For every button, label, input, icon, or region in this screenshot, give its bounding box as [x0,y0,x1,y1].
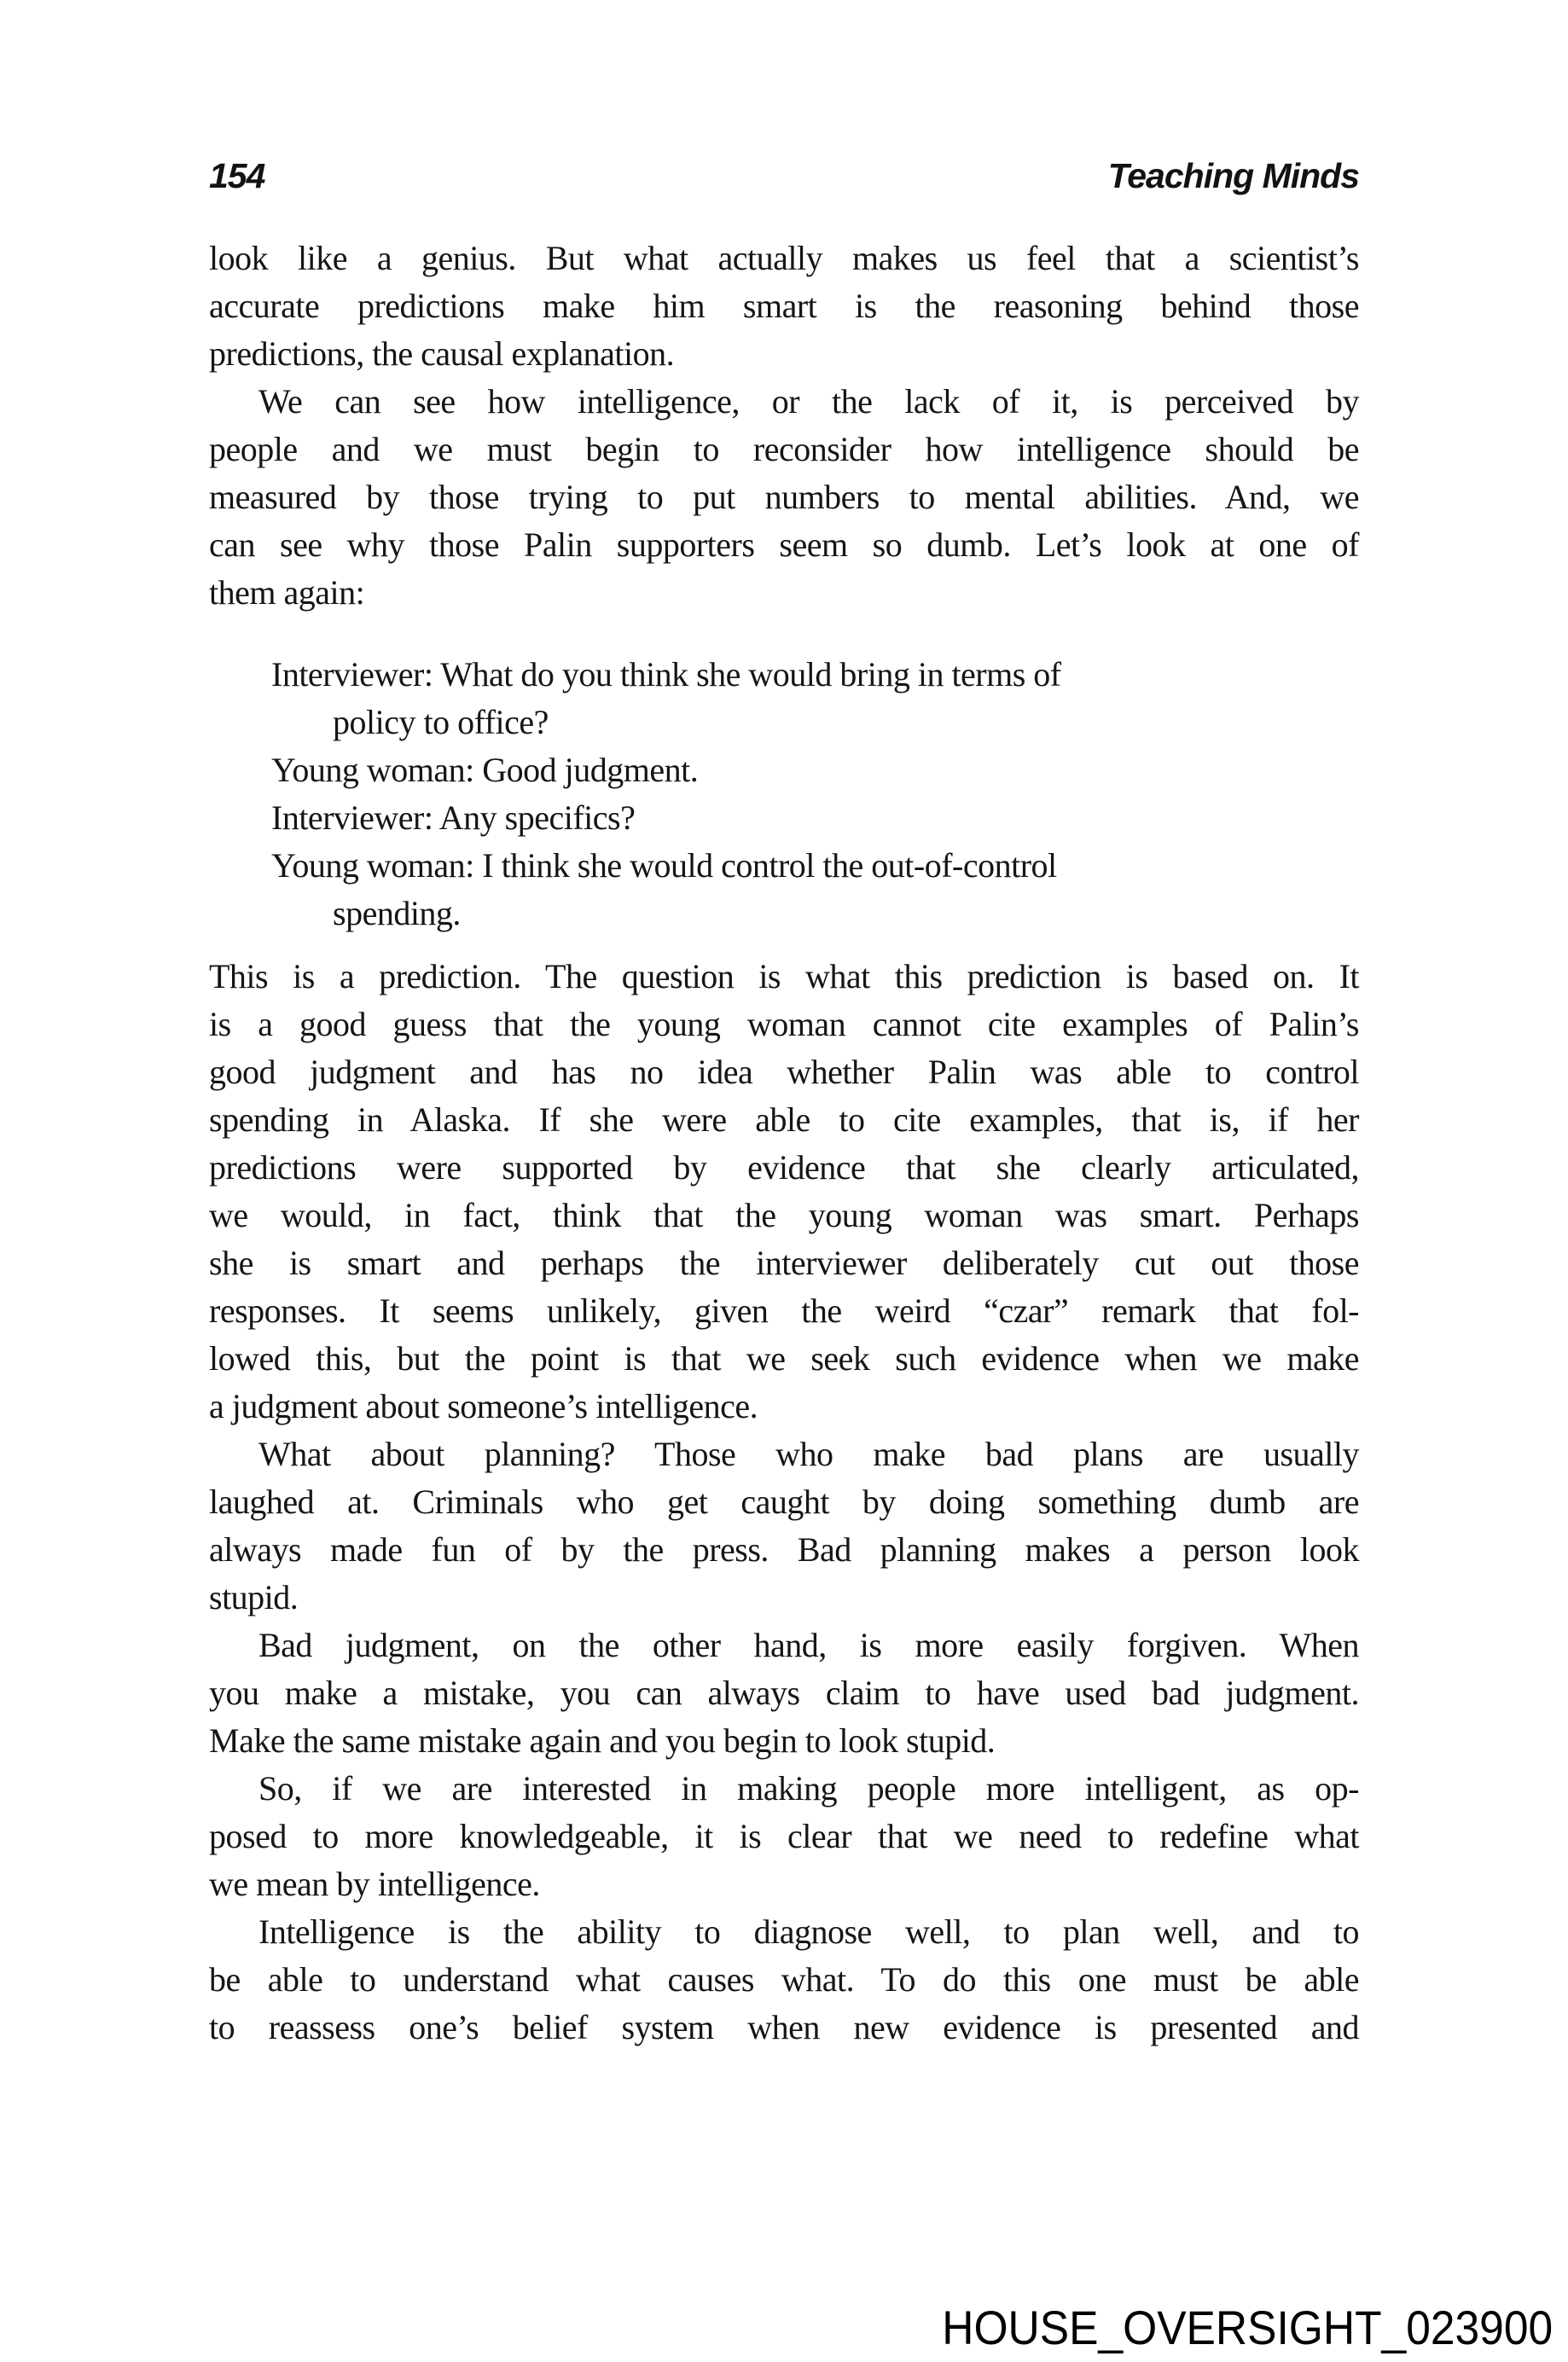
text-line: we would, in fact, think that the young woman was smart. Perhaps [209,1196,1359,1234]
text-line: We can see how intelligence, or the lack of it, is perceived by [258,382,1359,421]
quote-line: Young woman: I think she would control the out-of-control [271,846,1057,885]
bates-stamp: HOUSE_OVERSIGHT_023900 [942,2301,1553,2354]
text-line: posed to more knowledgeable, it is clear that we need to redefine what [209,1817,1359,1855]
paragraph [209,1908,1359,2052]
text-line: lowed this, but the point is that we seek such evidence when we make [209,1339,1359,1378]
text-line: Intelligence is the ability to diagnose well, to plan well, and to [258,1912,1359,1951]
text-line: people and we must begin to reconsider how intelligence should be [209,430,1359,468]
text-line: laughed at. Criminals who get caught by doing something dumb are [209,1483,1359,1521]
text-line: she is smart and perhaps the interviewer deliberately cut out those [209,1244,1359,1282]
quote-line: policy to office? [333,703,549,741]
text-line: them again: [209,573,365,612]
paragraph [209,378,1359,617]
text-line: What about planning? Those who make bad plans are usually [258,1435,1359,1473]
text-line: stupid. [209,1578,299,1616]
quote-line: Interviewer: Any specifics? [271,798,636,837]
text-line: spending in Alaska. If she were able to cite examples, that is, if her [209,1100,1359,1139]
text-line: be able to understand what causes what. To do this one must be able [209,1960,1359,1999]
text-line: look like a genius. But what actually makes us feel that a scientist’s [209,239,1359,277]
text-line: Make the same mistake again and you begin to look stupid. [209,1721,996,1760]
text-line: predictions were supported by evidence that she clearly articulated, [209,1148,1359,1187]
paragraph [209,1431,1359,1622]
text-line: good judgment and has no idea whether Palin was able to control [209,1053,1359,1091]
text-line: responses. It seems unlikely, given the weird “czar” remark that fol- [209,1291,1359,1330]
page-number: 154 [209,156,265,195]
text-line: accurate predictions make him smart is the reasoning behind those [209,287,1359,325]
text-line: you make a mistake, you can always claim to have used bad judgment. [209,1674,1359,1712]
text-line: predictions, the causal explanation. [209,334,675,373]
text-line: Bad judgment, on the other hand, is more easily forgiven. When [258,1626,1359,1664]
text-line: to reassess one’s belief system when new evidence is presented and [209,2008,1359,2046]
text-line: a judgment about someone’s intelligence. [209,1387,758,1425]
paragraph [209,953,1359,1431]
text-line: measured by those trying to put numbers to mental abilities. And, we [209,478,1359,516]
text-line: always made fun of by the press. Bad planning makes a person look [209,1530,1359,1569]
text-line: So, if we are interested in making people more intelligent, as op- [258,1769,1359,1808]
body-text [209,235,1359,2052]
quote-line: Interviewer: What do you think she would bring in terms of [271,655,1061,694]
text-line: we mean by intelligence. [209,1865,540,1903]
text-line: This is a prediction. The question is what this prediction is based on. It [209,957,1359,995]
paragraph [209,1622,1359,1765]
quote-line: Young woman: Good judgment. [271,751,699,789]
quote-line: spending. [333,894,461,932]
paragraph [209,235,1359,378]
text-line: is a good guess that the young woman cannot cite examples of Palin’s [209,1005,1359,1043]
page-header [209,156,1359,196]
dialog-quote [271,651,1359,937]
text-line: can see why those Palin supporters seem so dumb. Let’s look at one of [209,525,1359,564]
running-title: Teaching Minds [1107,156,1359,195]
paragraph [209,1765,1359,1908]
